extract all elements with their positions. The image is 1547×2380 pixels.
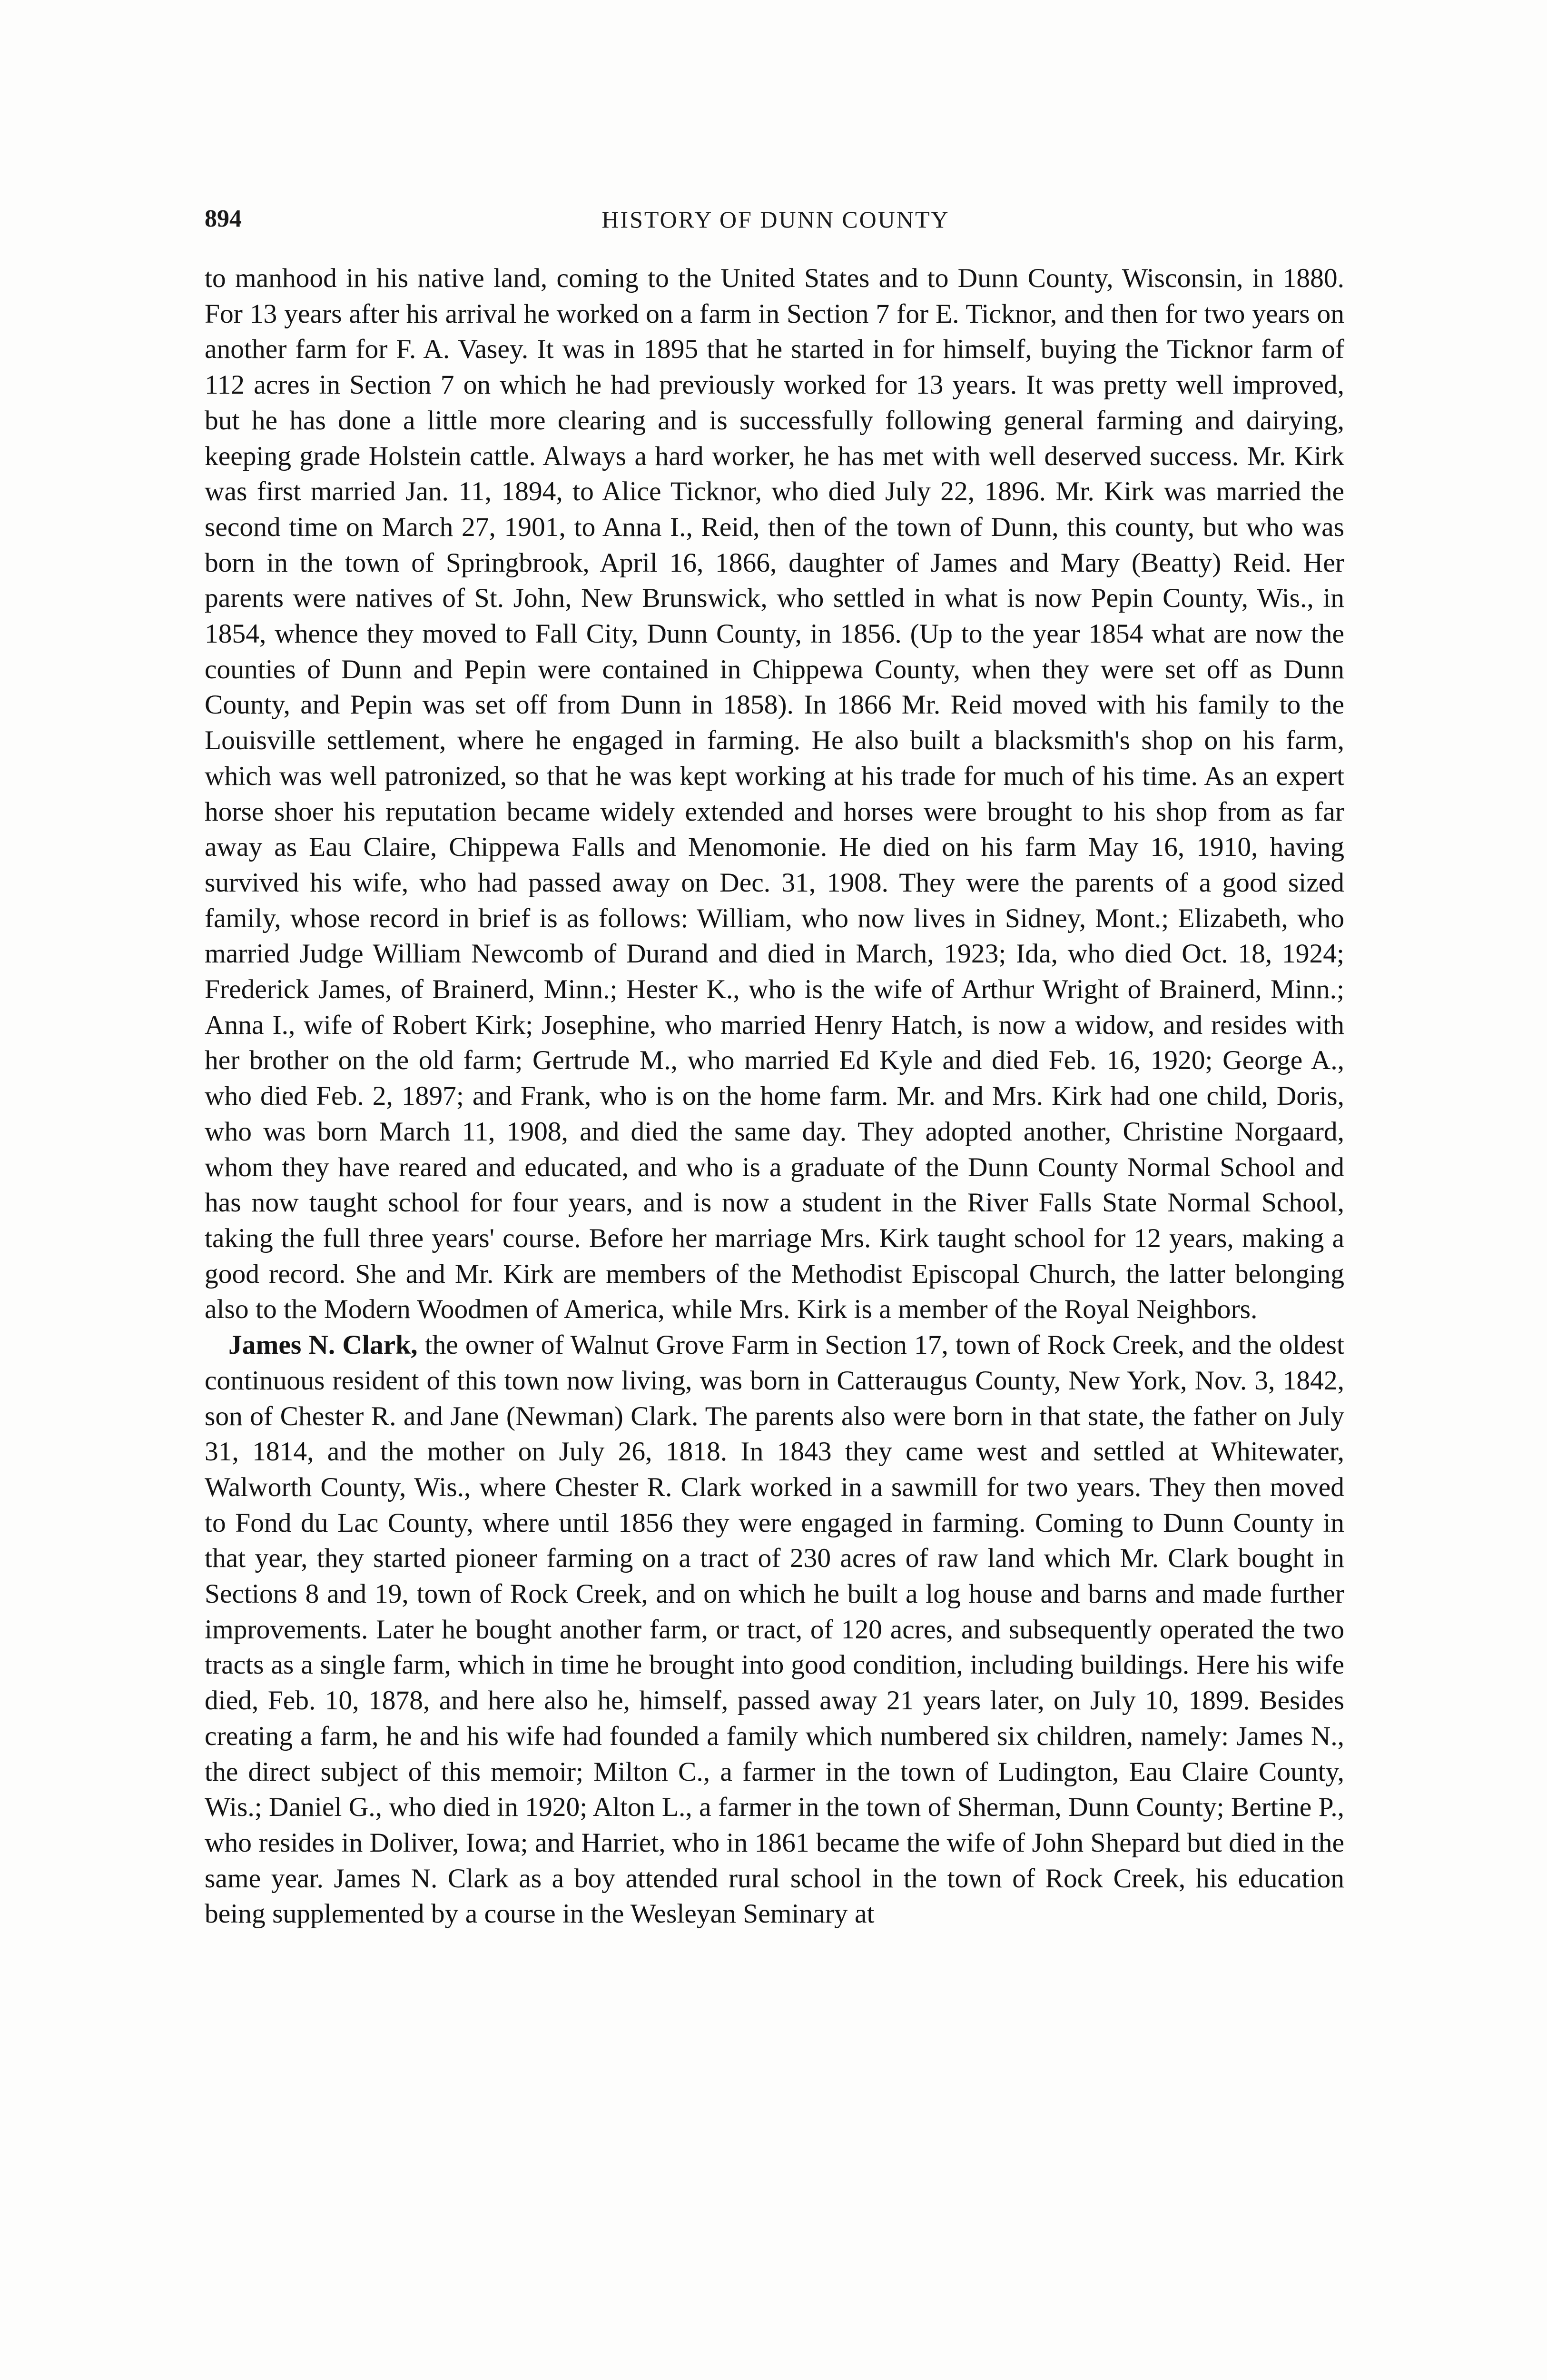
body-text <box>205 261 1344 1932</box>
running-header <box>205 205 1347 243</box>
paragraph-kirk-continued <box>205 261 1344 1328</box>
paragraph-text: to manhood in his native land, coming to the United States and to Dunn County, Wisconsin, in 1880. For 13 years after his arrival he worked on a farm in Section 7 for E. Ticknor, and then for two years on another farm for F. A. Vasey. It was in 1895 that he started in for himself, buying the Ticknor farm of 112 acres in Section 7 on which he had previously worked for 13 years. It was pretty well improved, but he has done a little more clearing and is successfully following general farming and dairying, keeping grade Holstein cattle. Always a hard worker, he has met with well deserved success. Mr. Kirk was first married Jan. 11, 1894, to Alice Ticknor, who died July 22, 1896. Mr. Kirk was married the second time on March 27, 1901, to Anna I., Reid, then of the town of Dunn, this county, but who was born in the town of Springbrook, April 16, 1866, daughter of James and Mary (Beatty) Reid. Her parents were natives of St. John, New Brunswick, who settled in what is now Pepin County, Wis., in 1854, whence they moved to Fall City, Dunn County, in 1856. (Up to the year 1854 what are now the counties of Dunn and Pepin were contained in Chippewa County, when they were set off as Dunn County, and Pepin was set off from Dunn in 1858). In 1866 Mr. Reid moved with his family to the Louisville settlement, where he engaged in farming. He also built a blacksmith's shop on his farm, which was well patronized, so that he was kept working at his trade for much of his time. As an expert horse shoer his reputation became widely extended and horses were brought to his shop from as far away as Eau Claire, Chippewa Falls and Menomonie. He died on his farm May 16, 1910, having survived his wife, who had passed away on Dec. 31, 1908. They were the parents of a good sized family, whose record in brief is as follows: William, who now lives in Sidney, Mont.; Elizabeth, who married Judge William Newcomb of Durand and died in March, 1923; Ida, who died Oct. 18, 1924; Frederick James, of Brainerd, Minn.; Hester K., who is the wife of Arthur Wright of Brainerd, Minn.; Anna I., wife of Robert Kirk; Josephine, who married Henry Hatch, is now a widow, and resides with her brother on the old farm; Gertrude M., who married Ed Kyle and died Feb. 16, 1920; George A., who died Feb. 2, 1897; and Frank, who is on the home farm. Mr. and Mrs. Kirk had one child, Doris, who was born March 11, 1908, and died the same day. They adopted another, Christine Norgaard, whom they have reared and educated, and who is a graduate of the Dunn County Normal School and has now taught school for four years, and is now a student in the River Falls State Normal School, taking the full three years' course. Before her marriage Mrs. Kirk taught school for 12 years, making a good record. She and Mr. Kirk are members of the Methodist Episcopal Church, the latter belonging also to the Modern Woodmen of America, while Mrs. Kirk is a member of the Royal Neighbors. <box>205 263 1344 1325</box>
entry-lead-name: James N. Clark, <box>228 1330 418 1360</box>
page-number: 894 <box>205 205 242 232</box>
running-title: HISTORY OF DUNN COUNTY <box>601 206 950 233</box>
paragraph-text: the owner of Walnut Grove Farm in Section 17, town of Rock Creek, and the oldest continuous resident of this town now living, was born in Catteraugus County, New York, Nov. 3, 1842, son of Chester R. and Jane (Newman) Clark. The parents also were born in that state, the father on July 31, 1814, and the mother on July 26, 1818. In 1843 they came west and settled at Whitewater, Walworth County, Wis., where Chester R. Clark worked in a sawmill for two years. They then moved to Fond du Lac County, where until 1856 they were engaged in farming. Coming to Dunn County in that year, they started pioneer farming on a tract of 230 acres of raw land which Mr. Clark bought in Sections 8 and 19, town of Rock Creek, and on which he built a log house and barns and made further improvements. Later he bought another farm, or tract, of 120 acres, and subsequently operated the two tracts as a single farm, which in time he brought into good condition, including buildings. Here his wife died, Feb. 10, 1878, and here also he, himself, passed away 21 years later, on July 10, 1899. Besides creating a farm, he and his wife had founded a family which numbered six children, namely: James N., the direct subject of this memoir; Milton C., a farmer in the town of Ludington, Eau Claire County, Wis.; Daniel G., who died in 1920; Alton L., a farmer in the town of Sherman, Dunn County; Bertine P., who resides in Doliver, Iowa; and Harriet, who in 1861 became the wife of John Shepard but died in the same year. James N. Clark as a boy attended rural school in the town of Rock Creek, his education being supplemented by a course in the Wesleyan Seminary at <box>205 1330 1344 1929</box>
paragraph-clark-entry <box>205 1328 1344 1932</box>
